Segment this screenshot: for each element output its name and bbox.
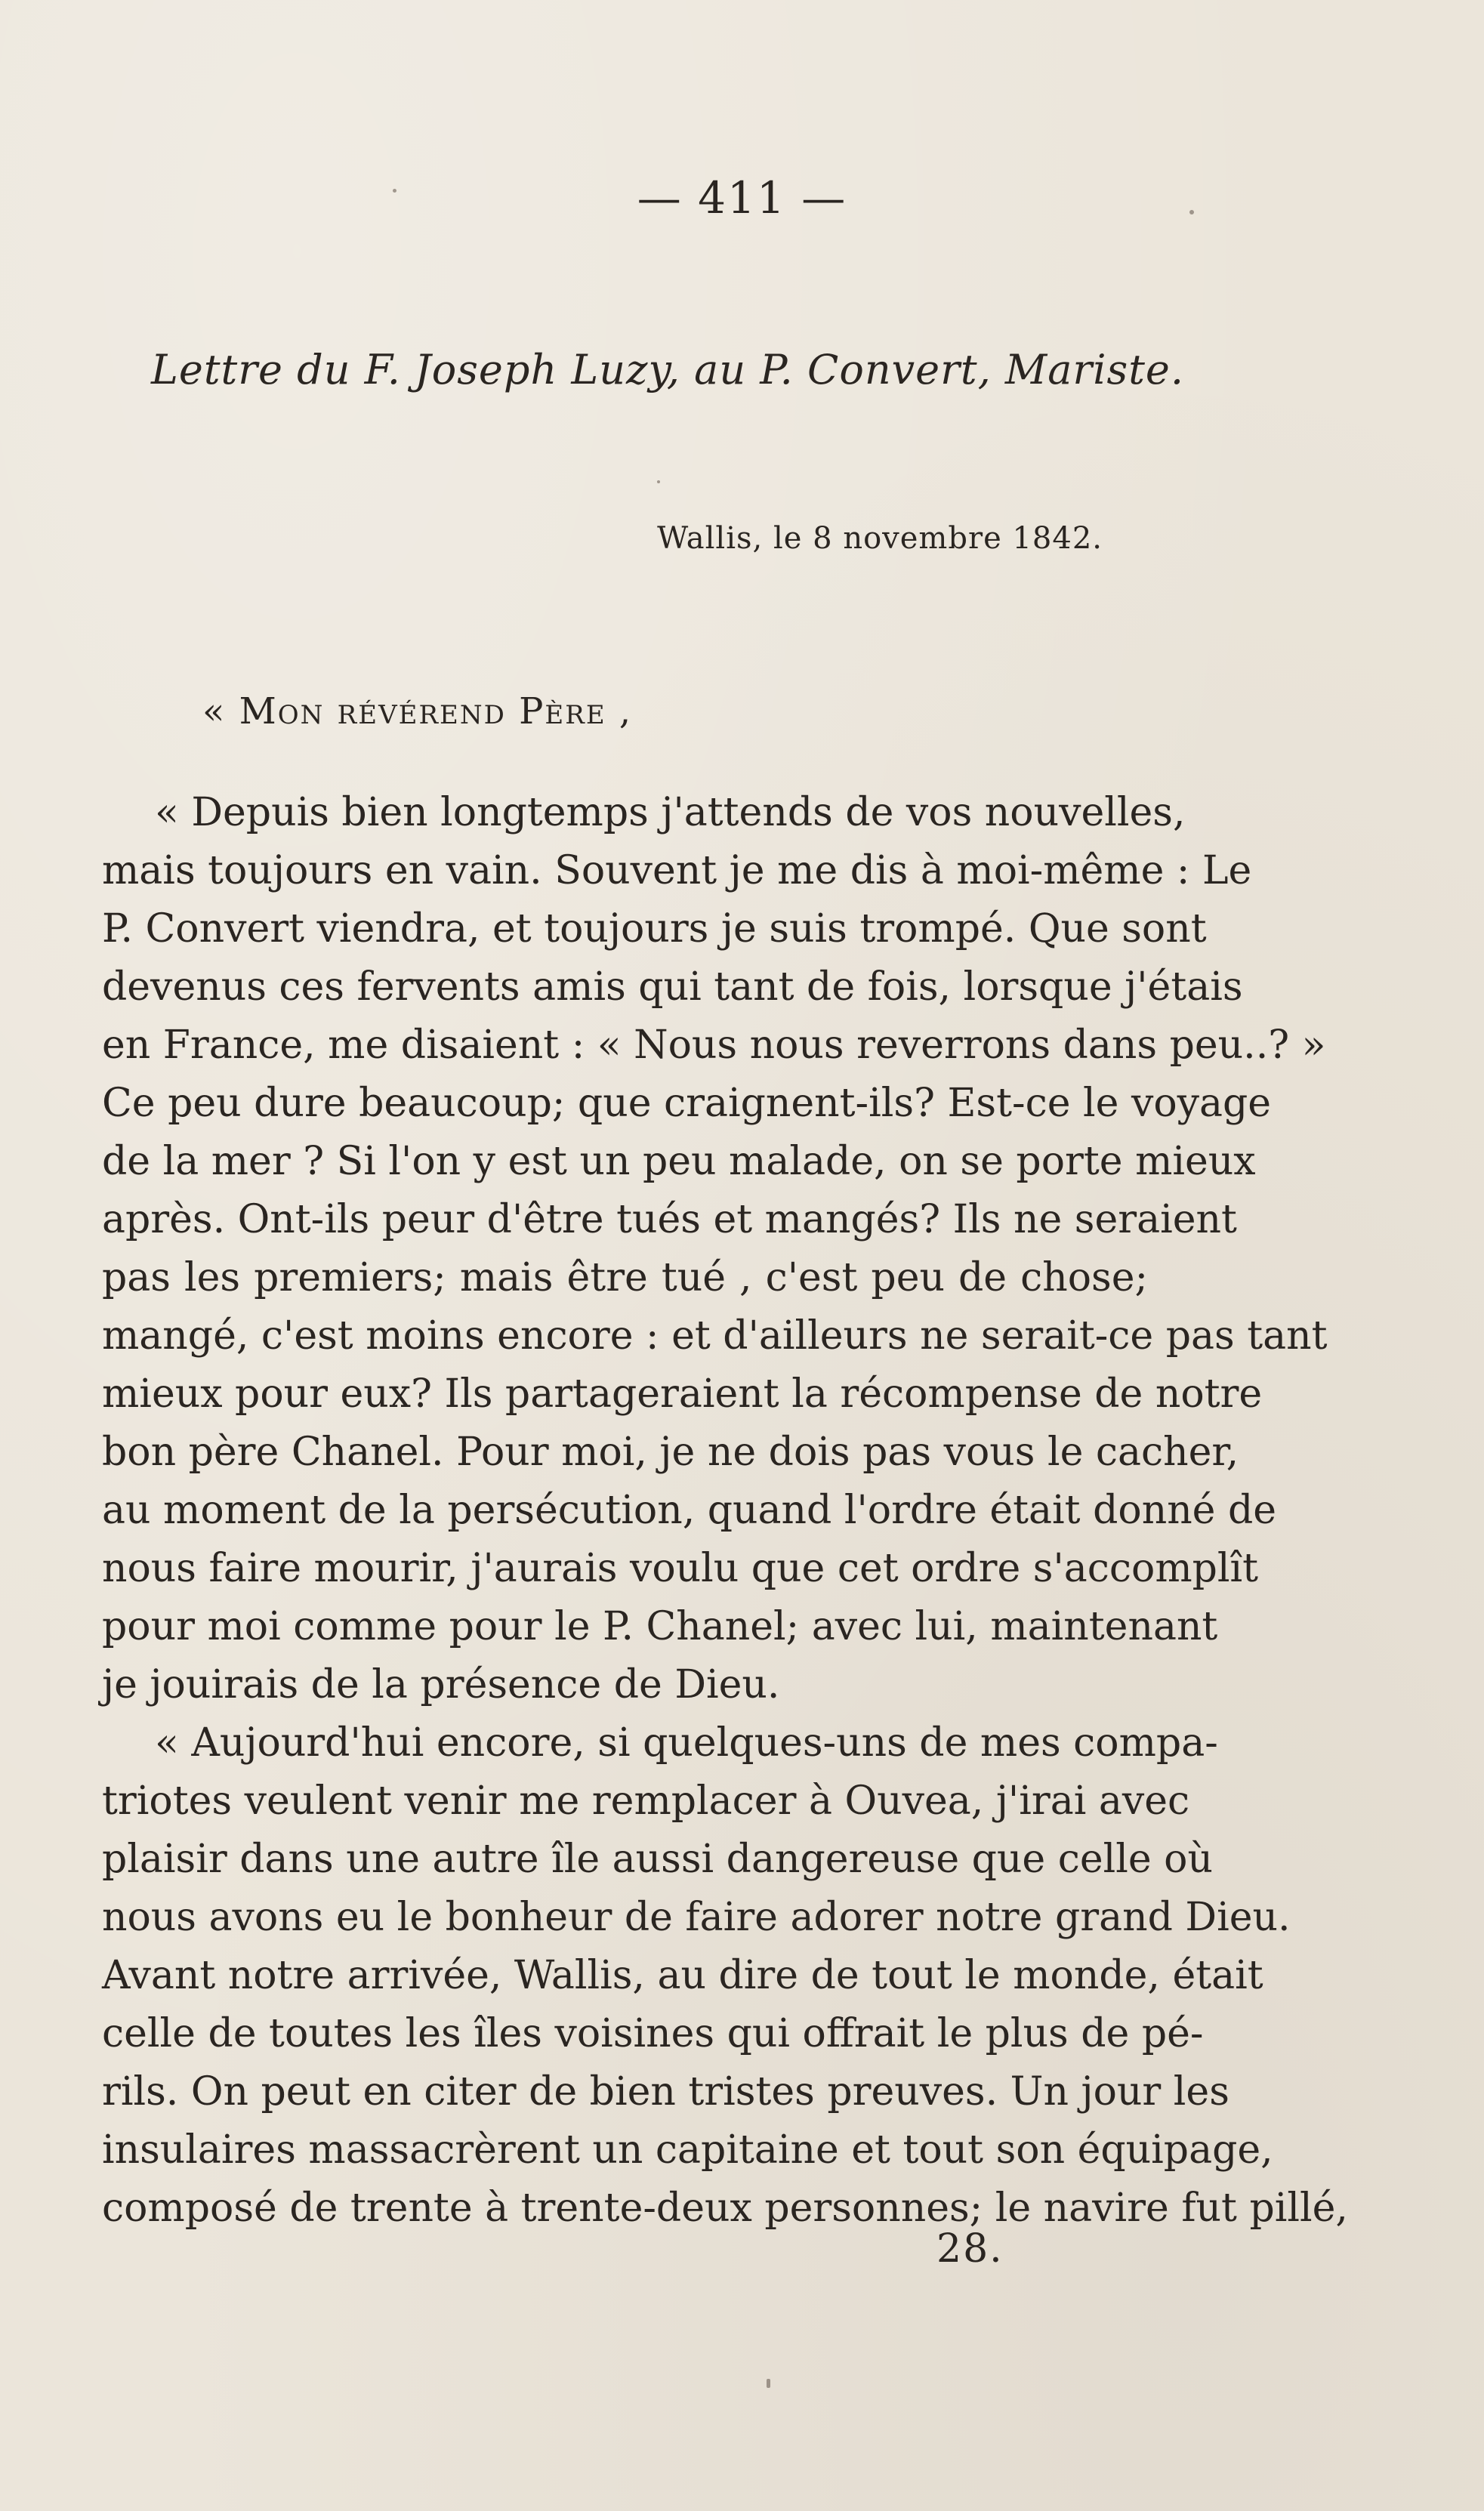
dateline: Wallis, le 8 novembre 1842. [657, 521, 1103, 556]
paper-speck [657, 480, 660, 483]
text-line: au moment de la persécution, quand l'ordre était donné de [102, 1488, 1277, 1533]
text-line: celle de toutes les îles voisines qui offrait le plus de pé- [102, 2011, 1204, 2056]
page-number: — 411 — [637, 172, 847, 224]
text-line: après. Ont-ils peur d'être tués et mangés? Ils ne seraient [102, 1197, 1237, 1242]
signature-mark: 28. [936, 2226, 1004, 2272]
text-line: mangé, c'est moins encore : et d'ailleurs ne serait-ce pas tant [102, 1313, 1328, 1359]
paper-speck [1189, 210, 1194, 214]
letter-title: Lettre du F. Joseph Luzy, au P. Convert, Mariste. [151, 346, 1185, 393]
text-line: triotes veulent venir me remplacer à Ouvea, j'irai avec [102, 1778, 1190, 1824]
paper-speck [767, 2379, 770, 2388]
text-line: Ce peu dure beaucoup; que craignent-ils? Est-ce le voyage [102, 1081, 1272, 1126]
text-line: Avant notre arrivée, Wallis, au dire de tout le monde, était [102, 1953, 1263, 1998]
text-line: P. Convert viendra, et toujours je suis trompé. Que sont [102, 906, 1207, 952]
text-line: de la mer ? Si l'on y est un peu malade, on se porte mieux [102, 1139, 1256, 1184]
paper-speck [393, 189, 396, 193]
text-line: pour moi comme pour le P. Chanel; avec lui, maintenant [102, 1604, 1218, 1649]
text-line: plaisir dans une autre île aussi dangereuse que celle où [102, 1837, 1213, 1882]
text-line: insulaires massacrèrent un capitaine et tout son équipage, [102, 2127, 1273, 2173]
text-line: nous faire mourir, j'aurais voulu que cet ordre s'accomplît [102, 1546, 1259, 1591]
text-line: mais toujours en vain. Souvent je me dis à moi-même : Le [102, 848, 1252, 893]
text-line: pas les premiers; mais être tué , c'est peu de chose; [102, 1255, 1148, 1300]
text-line: « Depuis bien longtemps j'attends de vos nouvelles, [155, 790, 1186, 835]
text-line: en France, me disaient : « Nous nous reverrons dans peu..? » [102, 1023, 1326, 1068]
text-line: bon père Chanel. Pour moi, je ne dois pas vous le cacher, [102, 1430, 1239, 1475]
text-line: composé de trente à trente-deux personnes; le navire fut pillé, [102, 2186, 1348, 2231]
salutation: « Mon révérend Père , [202, 690, 633, 733]
text-line: je jouirais de la présence de Dieu. [102, 1662, 780, 1707]
text-line: nous avons eu le bonheur de faire adorer notre grand Dieu. [102, 1895, 1291, 1940]
text-line: rils. On peut en citer de bien tristes preuves. Un jour les [102, 2069, 1229, 2115]
text-line: mieux pour eux? Ils partageraient la récompense de notre [102, 1371, 1263, 1417]
letter-body [102, 784, 1348, 2238]
text-line: « Aujourd'hui encore, si quelques-uns de mes compa- [155, 1720, 1218, 1766]
text-line: devenus ces fervents amis qui tant de fois, lorsque j'étais [102, 964, 1243, 1010]
